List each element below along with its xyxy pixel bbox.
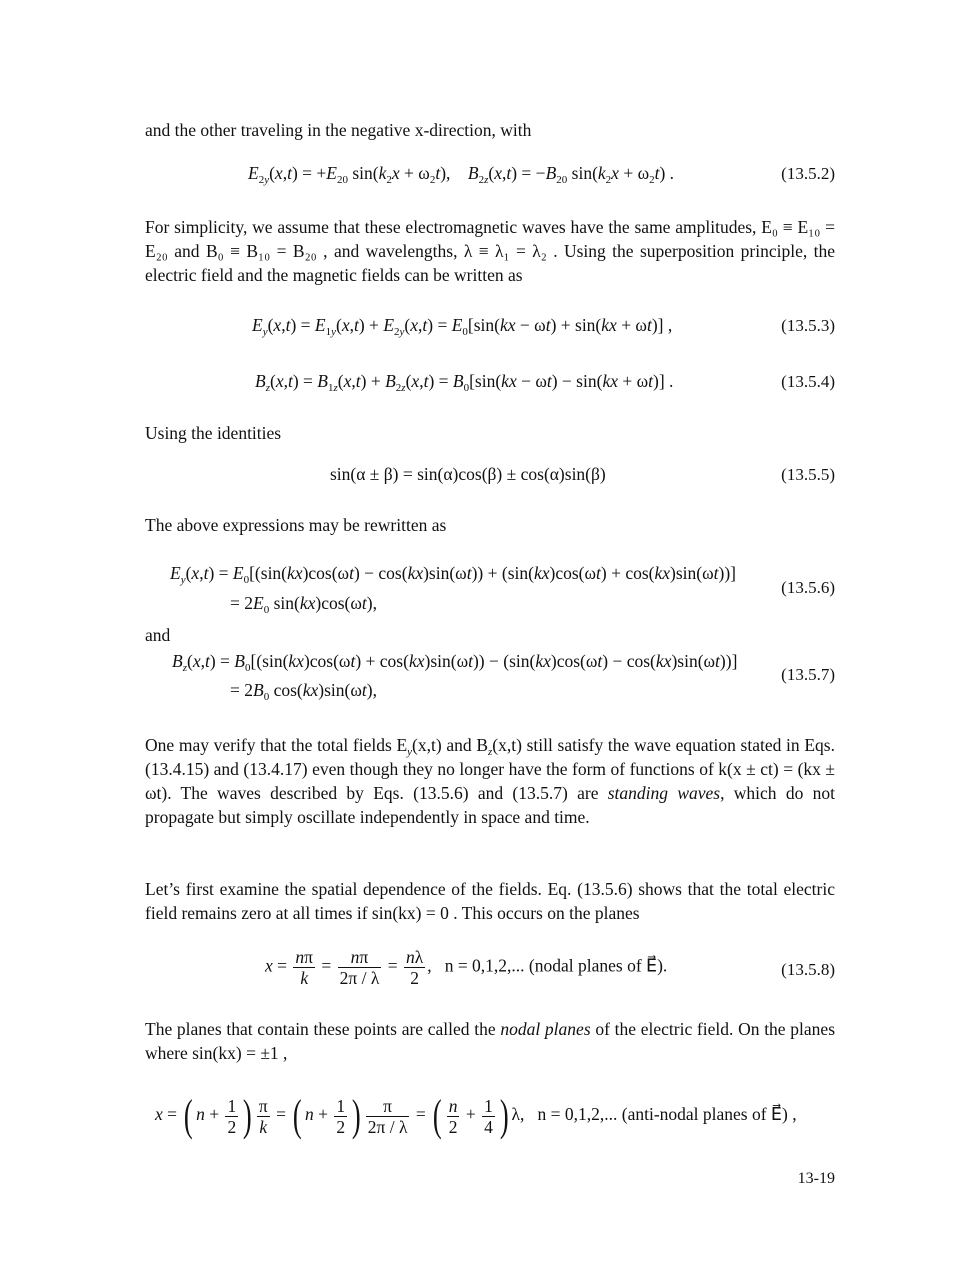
paragraph-rewritten: The above expressions may be rewritten as	[145, 515, 447, 535]
equation-13-5-5: sin(α ± β) = sin(α)cos(β) ± cos(α)sin(β)	[330, 464, 606, 484]
equation-number: (13.5.3)	[781, 316, 835, 335]
equation-number: (13.5.6)	[781, 578, 835, 597]
equation-13-5-3: $E_y(x,t) = E_{1y}(x,t) + E_{2y}(x,t) = E_0[\sin(kx - \omega t) + \sin(kx + \omega t)]$ ,	[252, 315, 673, 338]
paragraph-spatial: Let’s first examine the spatial dependence of the fields. Eq. (13.5.6) shows that the total electric field remains zero at all times if sin(kx) = 0 . This occurs on the planes	[145, 879, 835, 923]
paragraph-identities: Using the identities	[145, 423, 282, 443]
equation-number: (13.5.4)	[781, 372, 835, 391]
equation-13-5-7-line-2: = $2B_0$ cos(kx)sin(ωt),	[230, 680, 377, 703]
equation-anti-nodal: x = ( n + $\frac{1}{2}$ ) $\frac{\pi}{k}$ = ( n + $\frac{1}{2}$ ) $\frac{\pi}{2\pi / \lambda}$ = ( $\frac{n}{2}$ + $\frac{1}{4}$ ) λ, n = 0,1,2,... (anti-nodal planes of E⃗) ,	[155, 1091, 797, 1140]
equation-number: (13.5.5)	[781, 465, 835, 484]
paragraph-and: and	[145, 625, 171, 645]
paragraph-intro: and the other traveling in the negative x-direction, with	[145, 120, 532, 140]
paragraph-simplicity: For simplicity, we assume that these electromagnetic waves have the same amplitudes, E₀ ≡ E₁₀ = E₂₀ and B₀ ≡ B₁₀ = B₂₀ , and wavelengths, λ ≡ λ₁ = λ₂ . Using the superposition principle, the electric field and the magnetic fields can be written as	[145, 217, 835, 285]
equation-13-5-7-line-1: $B_z(x,t) = B_0[(\sin(kx)\cos(\omega t) + \cos(kx)\sin(\omega t)) - (\sin(kx)\cos(\omega t) - \cos(kx)\sin(\omega t))]$	[172, 651, 738, 674]
equation-number: (13.5.8)	[781, 960, 835, 979]
equation-13-5-2: $E_{2y}(x,t) = +E_{20}$ $\sin(k_2x + \omega_2t)$, $B_{2z}(x,t) = -B_{20}$ $\sin(k_2x + \omega_2t)$ .	[248, 163, 675, 186]
equation-13-5-6-line-1: $E_y(x,t) = E_0[(\sin(kx)\cos(\omega t) - \cos(kx)\sin(\omega t)) + (\sin(kx)\cos(\omega t) + \cos(kx)\sin(\omega t))]$	[170, 563, 737, 586]
paragraph-verify: One may verify that the total fields $E_y(x,t)$ and $B_z(x,t)$ still satisfy the wave equation stated in Eqs. (13.4.15) and (13.4.17) even though they no longer have the form of functions of k(x ± ct) = (kx ± ωt). The waves described by Eqs. (13.5.6) and (13.5.7) are standing waves, which do not propagate but simply oscillate independently in space and time.	[145, 735, 835, 827]
equation-number: (13.5.7)	[781, 665, 835, 684]
equation-13-5-6-line-2: = $2E_0$ sin(kx)cos(ωt),	[230, 593, 377, 616]
equation-number: (13.5.2)	[781, 164, 835, 183]
equation-13-5-4: $B_z(x,t) = B_{1z}(x,t) + B_{2z}(x,t) = B_0[\sin(kx - \omega t) - \sin(kx + \omega t)]$ .	[255, 371, 674, 394]
equation-13-5-8: x = $\frac{n\pi}{k}$ = $\frac{n\pi}{2\pi / \lambda}$ = $\frac{n\lambda}{2}$ , n = 0,1,2,... (nodal planes of E⃗).	[265, 947, 668, 988]
paragraph-nodal: The planes that contain these points are called the nodal planes of the electric field. On the planes where sin(kx) = ±1 ,	[145, 1019, 835, 1063]
page-number: 13-19	[797, 1170, 835, 1187]
